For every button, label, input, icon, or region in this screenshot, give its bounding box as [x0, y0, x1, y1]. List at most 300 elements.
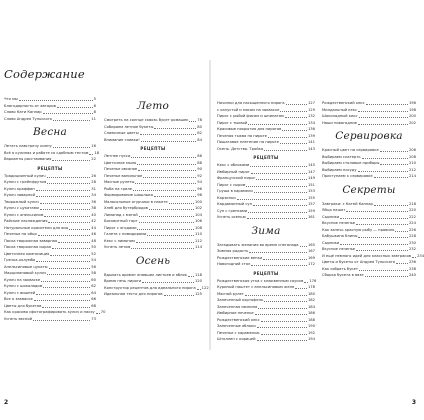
dot-leader	[359, 270, 408, 271]
toc-entry-page: 236	[408, 260, 416, 264]
dot-leader	[396, 263, 408, 264]
dot-leader	[300, 246, 307, 247]
toc-entry-title: Имбирный пирог	[217, 169, 250, 174]
toc-entry-title: Корзинки	[217, 195, 236, 200]
toc-column-2	[104, 100, 209, 298]
toc-entry-title: Шоколадный кекс	[322, 114, 358, 118]
dot-leader	[49, 268, 91, 269]
toc-entry-title: Летать навстречу кипну	[4, 144, 52, 148]
toc-entry-page: 198	[408, 107, 416, 112]
toc-entry-page: 194	[307, 337, 315, 341]
dot-leader	[362, 158, 408, 159]
toc-entry-page: 186	[307, 311, 315, 315]
dot-leader	[366, 104, 408, 105]
dot-leader	[248, 212, 307, 213]
toc-entry-page: 226	[408, 227, 416, 232]
toc-entry	[322, 272, 416, 279]
toc-entry-title: Цветы и букеты от Андрея Тульского	[322, 260, 396, 264]
toc-entry-page: 6	[93, 103, 96, 108]
toc-entry-page: 134	[307, 120, 315, 125]
toc-entry-title: Кулич с грейпфрутом	[4, 180, 47, 184]
toc-entry-title: Запеченная свинина	[217, 304, 258, 309]
dot-leader	[131, 248, 194, 249]
toc-entry-page: 230	[408, 240, 416, 245]
toc-entry-title: Смотреть на солнце сквозь букет ромашек	[104, 118, 189, 122]
toc-entry-page: 46	[91, 232, 96, 236]
dot-leader	[412, 257, 416, 258]
toc-entry	[217, 261, 315, 268]
toc-entry	[322, 120, 416, 127]
toc-entry-title: Вкусное печенье	[322, 221, 356, 225]
intro-list	[4, 96, 96, 122]
winter-cont-items	[322, 100, 416, 126]
toc-entry-page: 214	[408, 174, 416, 178]
dot-leader	[237, 199, 307, 200]
dot-leader	[197, 289, 201, 290]
dot-leader	[47, 177, 91, 178]
toc-entry-title: Слово Кати Каплар	[4, 110, 42, 114]
dot-leader	[346, 211, 408, 212]
toc-entry-title: Пошаговое плетение на пироге	[217, 140, 279, 144]
toc-entry-page: 42	[91, 219, 96, 223]
toc-entry-title: Приступаем к сервировке	[322, 174, 373, 178]
toc-entry-page: 136	[307, 127, 315, 131]
toc-entry-page: 200	[408, 114, 416, 118]
toc-entry-title: Цветочное мыло	[104, 160, 137, 165]
section-heading-summer: Лето	[136, 100, 170, 112]
dot-leader	[246, 186, 307, 187]
toc-entry-title: Сливочные цветы	[104, 131, 139, 135]
toc-entry-title: Рождественская утка с клюквенным соусом	[217, 278, 304, 283]
toc-entry-page: 167	[307, 249, 315, 253]
toc-entry-title: Рыба на гриле	[104, 186, 132, 191]
dot-leader	[47, 274, 90, 275]
dot-leader	[295, 288, 307, 289]
toc-entry-title: Пасха творожная сырая	[4, 245, 51, 249]
toc-entry-title: Собираем летние букеты	[104, 124, 154, 129]
dot-leader	[36, 196, 90, 197]
dot-leader	[96, 313, 100, 314]
toc-entry	[217, 146, 315, 153]
toc-entry-title: Цветы для букетов	[4, 303, 42, 308]
toc-entry-page: 44	[91, 225, 96, 230]
toc-entry-page: 143	[307, 146, 315, 151]
dot-leader	[139, 216, 194, 217]
winter-items	[217, 242, 315, 268]
toc-entry-title: с капустой и мясом на закваске	[217, 107, 280, 112]
autumn-items	[104, 272, 209, 298]
dot-leader	[142, 282, 194, 283]
toc-entry-page: 127	[307, 101, 315, 105]
winter-recipes-label: РЕЦЕПТЫ	[253, 270, 279, 276]
toc-entry-title: Имбирное печенье	[217, 311, 254, 315]
toc-entry-page: 208	[408, 154, 416, 159]
dot-leader	[33, 320, 90, 321]
toc-entry-page: 68	[91, 303, 96, 308]
toc-entry-title: Гречка-колумба	[4, 258, 36, 262]
dot-leader	[257, 340, 307, 341]
toc-entry-page: 88	[197, 160, 202, 165]
toc-entry-title: Красный цвет на сервировке	[322, 148, 379, 152]
section-heading-spring: Весна	[33, 126, 67, 138]
toc-entry-page: 70	[100, 310, 106, 314]
dot-leader	[255, 314, 307, 315]
autumn-recipes	[217, 162, 315, 221]
toc-entry-page: 5	[93, 97, 96, 101]
toc-entry-title: Летнее пусси	[104, 154, 131, 158]
toc-entry-title: Творожный кулич	[4, 199, 39, 204]
toc-entry-page: 78	[197, 118, 202, 122]
dot-leader	[340, 244, 408, 245]
toc-entry-page: 118	[194, 272, 202, 277]
toc-entry-title: Печенье ванильное	[104, 173, 143, 178]
toc-entry-title: Мясной рулет	[217, 291, 244, 296]
toc-entry-page: 141	[307, 140, 315, 144]
toc-entry-title: Благодарность от авторов	[4, 103, 56, 108]
dot-leader	[254, 192, 307, 193]
toc-entry-page: 145	[307, 163, 315, 167]
toc-entry-title: Кулич с цукатами	[4, 206, 39, 210]
toc-entry	[217, 336, 315, 343]
toc-entry-title: Сырники	[322, 240, 340, 245]
dot-leader	[131, 157, 196, 158]
toc-entry-title: Успеть весной	[4, 316, 32, 321]
dot-leader	[137, 229, 193, 230]
dot-leader	[251, 173, 307, 174]
toc-entry-page: 73	[91, 316, 96, 321]
toc-entry-title: Красивые покрытия для пирогов	[217, 127, 282, 131]
dot-leader	[40, 203, 90, 204]
toc-entry-page: 228	[408, 234, 416, 238]
dot-leader	[164, 295, 194, 296]
dot-leader	[374, 177, 408, 178]
toc-entry-title: Пирог с рыбой фисом и шпинатом	[217, 114, 284, 118]
toc-entry-page: 48	[91, 238, 96, 243]
toc-entry-page: 192	[307, 330, 315, 335]
toc-entry-page: 26	[91, 173, 96, 178]
dot-leader	[58, 242, 90, 243]
toc-entry-title: Кулич с вишней	[4, 290, 36, 295]
toc-entry-title: Всё о кулинах и работе со сдобным тестом	[4, 150, 89, 155]
toc-entry-page: 96	[197, 186, 202, 191]
dot-leader	[136, 242, 194, 243]
dot-leader	[359, 117, 408, 118]
secrets-items	[322, 201, 424, 279]
spring-recipes-label: РЕЦЕПТЫ	[37, 165, 63, 171]
page-number-right: 3	[411, 399, 416, 406]
toc-entry-title: Груша в карамели	[217, 189, 253, 193]
toc-entry-title: Рождественский кекс	[217, 317, 260, 322]
toc-entry-title: Кулич заварной	[4, 193, 35, 197]
toc-entry-page: 84	[197, 137, 202, 142]
dot-leader	[149, 209, 194, 210]
autumn-cont-items	[217, 100, 315, 152]
toc-entry-page: 218	[408, 201, 416, 206]
toc-entry-title: Миндальный кекс	[322, 107, 357, 112]
dot-leader	[365, 276, 408, 277]
toc-entry-title: Кекс с лимоном	[104, 238, 135, 243]
toc-entry-title: Кулич краффин	[4, 186, 35, 191]
left-page	[0, 0, 209, 420]
toc-entry-page: 40	[91, 212, 96, 217]
toc-entry	[4, 316, 96, 323]
toc-entry-page: 92	[197, 173, 202, 178]
dot-leader	[356, 250, 408, 251]
toc-entry-title: Что мы	[4, 97, 18, 101]
toc-entry-title: Сборка букета в вазе	[322, 273, 364, 277]
toc-entry-title: Сырники	[322, 214, 340, 219]
toc-entry-title: Цветочная композиция	[4, 251, 50, 256]
dot-leader	[261, 334, 307, 335]
dot-leader	[258, 308, 307, 309]
toc-entry-page: 112	[194, 238, 202, 243]
dot-leader	[89, 154, 93, 155]
toc-entry-page: 90	[197, 167, 202, 171]
toc-entry-page: 210	[408, 161, 416, 165]
toc-entry-title: Идеальное тесто для пирогов	[104, 292, 163, 296]
dot-leader	[34, 300, 90, 301]
toc-entry-page: 169	[307, 255, 315, 260]
dot-leader	[261, 321, 307, 322]
toc-entry	[4, 116, 96, 123]
dot-leader	[43, 113, 93, 114]
toc-entry-page: 110	[194, 232, 202, 236]
toc-entry-page: 224	[408, 221, 416, 225]
dot-leader	[53, 147, 91, 148]
dot-leader	[38, 235, 91, 236]
toc-entry-title: Формирование шашлыка	[104, 193, 153, 197]
toc-entry-title: Начинки для насыщенного пирога	[217, 101, 285, 105]
toc-entry-page: 155	[307, 195, 315, 200]
toc-entry-title: Печенье на яйцо	[4, 232, 37, 236]
toc-entry-page: 139	[307, 133, 315, 138]
toc-entry-title: Выбираем столовые приборы	[322, 161, 380, 165]
toc-entry-title: Галета с помидорами	[104, 232, 147, 236]
toc-entry-title: Кекс с яблоками	[217, 163, 250, 167]
dot-leader	[358, 171, 408, 172]
dot-leader	[358, 111, 408, 112]
toc-entry-title: Марципановый кулич	[4, 271, 47, 275]
toc-entry-page: 16	[91, 144, 96, 148]
toc-entry-page: 64	[91, 290, 96, 295]
dot-leader	[253, 205, 307, 206]
dot-leader	[169, 203, 194, 204]
dot-leader	[247, 218, 307, 219]
dot-leader	[140, 134, 197, 135]
dot-leader	[52, 248, 90, 249]
toc-entry-page: 86	[197, 154, 202, 158]
toc-entry-page: 34	[91, 193, 96, 197]
toc-entry-page: 31	[91, 186, 96, 191]
toc-entry-page: 52	[91, 251, 96, 256]
dot-leader	[40, 209, 90, 210]
dot-leader	[52, 160, 90, 161]
toc-entry-title: Успеть осенью	[217, 215, 246, 219]
toc-entry-page: 180	[307, 291, 315, 296]
dot-leader	[141, 141, 197, 142]
autumn-recipes-label: РЕЦЕПТЫ	[253, 155, 279, 160]
toc-entry-page: 102	[194, 206, 202, 210]
toc-entry-title: Традиционный кулич	[4, 173, 46, 178]
toc-entry-page: 22	[91, 157, 96, 161]
toc-entry-page: 161	[307, 215, 315, 219]
toc-entry-page: 28	[91, 180, 96, 184]
toc-entry	[217, 214, 315, 221]
toc-entry-page: 232	[408, 247, 416, 251]
dot-leader	[189, 121, 196, 122]
summer-recipes	[104, 153, 202, 251]
toc-entry-page: 240	[408, 273, 416, 277]
toc-column-4	[322, 100, 424, 279]
toc-entry-title: Зимняя радость	[217, 249, 249, 253]
toc-entry-page: 98	[197, 193, 202, 197]
dot-leader	[133, 190, 196, 191]
toc-entry-page: 202	[408, 120, 416, 125]
toc-entry	[322, 173, 416, 180]
dot-leader	[264, 301, 307, 302]
toc-entry-title: Натуральные красители для яиц	[4, 225, 69, 230]
toc-entry-title: Рождественские венки	[217, 255, 263, 260]
dot-leader	[280, 143, 307, 144]
toc-entry-title: Рождественский кекс	[322, 101, 365, 105]
toc-entry-page: 80	[197, 124, 202, 129]
winter-recipes	[217, 278, 315, 343]
dot-leader	[358, 237, 408, 238]
dot-leader	[356, 224, 408, 225]
dot-leader	[380, 151, 408, 152]
toc-entry-title: Конструктор рецептов для идеального пирога	[104, 285, 196, 290]
summer-recipes-label: РЕЦЕПТЫ	[140, 146, 166, 151]
toc-entry-title: Наши новогодние	[322, 120, 357, 125]
dot-leader	[135, 183, 196, 184]
page-title: Содержание	[4, 67, 85, 81]
dot-leader	[147, 235, 194, 236]
dot-leader	[245, 295, 307, 296]
toc-entry-page: 58	[91, 271, 96, 275]
toc-entry-page: 36	[91, 199, 96, 204]
section-heading-winter: Зима	[251, 224, 281, 237]
toc-entry-page: 66	[91, 297, 96, 301]
dot-leader	[154, 196, 196, 197]
toc-entry-title: Все о закваске	[4, 297, 33, 301]
dot-leader	[251, 265, 307, 266]
dot-leader	[138, 170, 196, 171]
toc-entry-page: 120	[194, 279, 202, 283]
toc-entry-title: Осень. Детство. Тройка	[217, 146, 264, 151]
toc-entry-title: Как запечь красную рыбу — правило	[322, 227, 395, 232]
toc-entry-page: 129	[307, 107, 315, 112]
toc-entry-page: 125	[194, 292, 202, 296]
toc-entry-page: 54	[91, 258, 96, 262]
toc-entry-title: Как красиво сфотографировать кулич и пасху	[4, 310, 95, 314]
toc-entry-title: Выбираем скатерть	[322, 154, 361, 159]
toc-entry-page: 176	[309, 278, 317, 283]
toc-entry-title: Печенье с карамелью	[217, 330, 260, 335]
toc-entry-title: Кулич на закваске	[4, 277, 41, 282]
toc-entry-title: И ещё немного идей для классных завтраков	[322, 253, 412, 258]
dot-leader	[57, 107, 93, 108]
toc-entry-title: Варианты расстаивания	[4, 157, 52, 161]
toc-entry-title: Райские наслаждения	[4, 219, 48, 223]
toc-entry-page: 153	[307, 189, 315, 193]
toc-entry-title: Запеченные яблоки	[217, 324, 256, 328]
dot-leader	[374, 205, 408, 206]
section-heading-secrets: Секреты	[342, 183, 396, 196]
serving-items	[322, 147, 416, 180]
toc-entry-page: 132	[307, 114, 315, 118]
dot-leader	[36, 261, 90, 262]
toc-entry-page: 159	[307, 208, 315, 213]
toc-entry-page: 151	[307, 182, 315, 187]
dot-leader	[48, 222, 90, 223]
toc-entry-title: Малосольные огурчики в пакете	[104, 199, 168, 204]
dot-leader	[286, 104, 307, 105]
toc-entry-page: 196	[408, 101, 416, 105]
dot-leader	[250, 166, 307, 167]
toc-entry-page: 165	[307, 242, 315, 247]
toc-entry-title: Куриный паштет с апельсиновым желе	[217, 285, 295, 289]
dot-leader	[36, 294, 90, 295]
toc-entry-page: 50	[91, 245, 96, 249]
toc-entry-page: 184	[307, 304, 315, 309]
toc-entry-page: 172	[307, 262, 315, 266]
toc-entry-page: 238	[408, 266, 416, 271]
toc-entry-page: 60	[91, 277, 96, 282]
toc-entry-title: Пирог с ягодами	[104, 225, 137, 230]
toc-entry-page: 188	[307, 317, 315, 322]
summer-items	[104, 117, 202, 143]
dot-leader	[285, 117, 307, 118]
toc-entry-page: 234	[417, 253, 424, 258]
dot-leader	[263, 259, 307, 260]
dot-leader	[154, 128, 196, 129]
toc-entry-title: Мясные рулеты	[104, 180, 135, 184]
toc-entry-title: Новогодний стол	[217, 262, 251, 266]
toc-entry-page: 18	[94, 150, 100, 155]
toc-entry-title: Пирог с сыром	[217, 182, 246, 187]
dot-leader	[47, 183, 90, 184]
toc-entry-title: Французский пирог	[217, 176, 256, 180]
toc-entry-title: Бабушкина блины	[322, 234, 358, 238]
toc-entry-title: Загадывать желания во время снегопада	[217, 242, 299, 247]
toc-entry-title: Вкусное печенье	[322, 247, 356, 251]
toc-entry-title: Вдыхать аромат опавших листьев и яблок	[104, 272, 187, 277]
toc-entry-title: Как собрать букет	[322, 266, 359, 271]
toc-entry-page: 38	[91, 206, 96, 210]
dot-leader	[36, 190, 90, 191]
toc-entry-page: 114	[194, 245, 202, 249]
toc-entry-page: 182	[307, 298, 315, 302]
toc-entry-title: Лимонад с мятой	[104, 212, 138, 217]
toc-entry-page: 56	[91, 264, 96, 269]
dot-leader	[137, 164, 196, 165]
toc-entry	[104, 244, 202, 251]
toc-entry-title: Кулич с шоколадом	[4, 284, 43, 288]
right-page	[211, 0, 424, 420]
dot-leader	[41, 281, 90, 282]
page-number-left: 2	[4, 399, 9, 406]
dot-leader	[44, 216, 90, 217]
dot-leader	[43, 287, 90, 288]
dot-leader	[358, 124, 408, 125]
toc-entry-page: 106	[194, 219, 202, 223]
dot-leader	[280, 111, 307, 112]
dot-leader	[256, 179, 307, 180]
toc-entry-page: 220	[408, 208, 416, 212]
toc-column-3	[217, 100, 315, 343]
dot-leader	[139, 222, 194, 223]
toc-entry-page: 100	[194, 199, 202, 204]
